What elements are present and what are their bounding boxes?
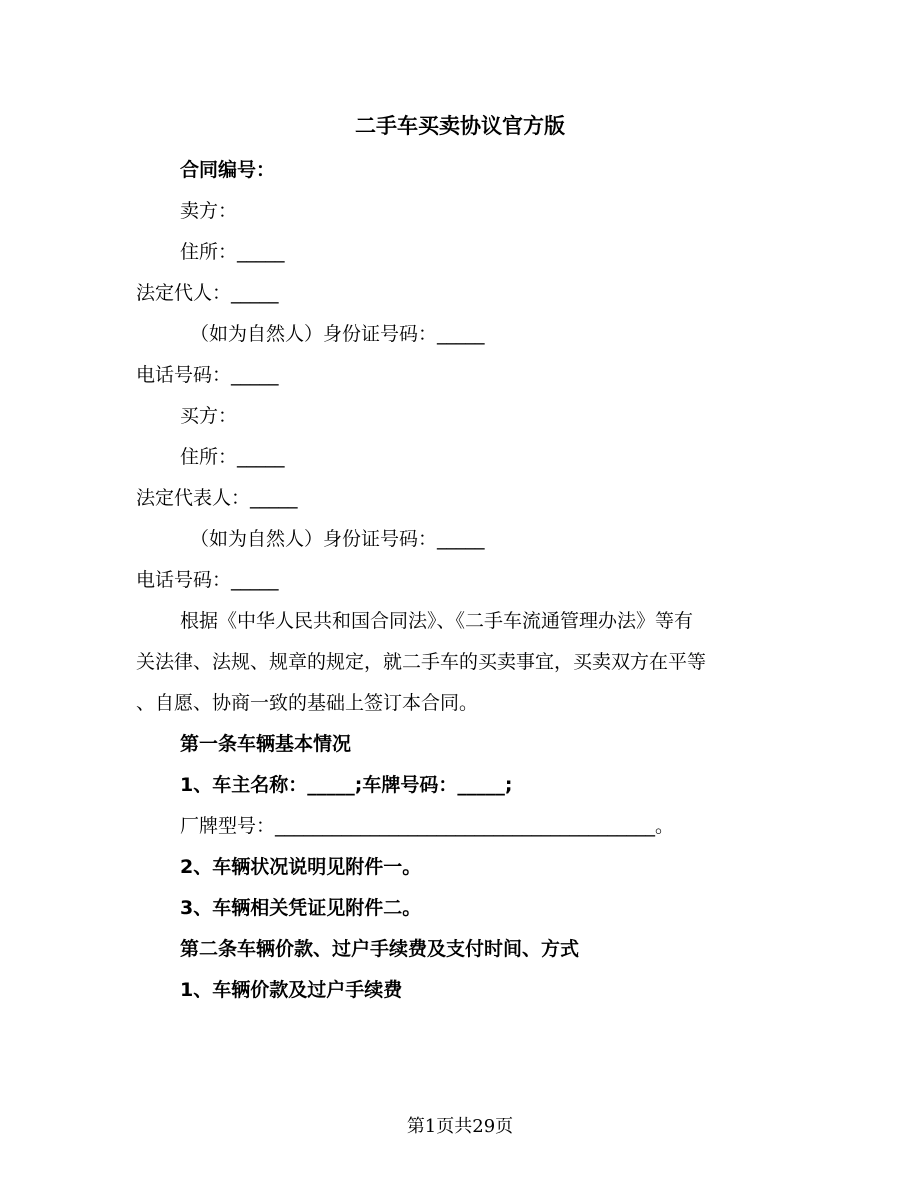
contract-number: 合同编号： (180, 159, 276, 181)
buyer-legal-rep: 法定代表人：_____ (136, 487, 298, 509)
article-1-brand-model: 厂牌型号：________________________________________。 (180, 815, 675, 837)
seller-legal-rep: 法定代人：_____ (136, 282, 279, 304)
document-title: 二手车买卖协议官方版 (355, 114, 565, 138)
preamble-line-3: 、自愿、协商一致的基础上签订本合同。 (136, 692, 479, 714)
buyer-label: 买方： (180, 405, 238, 427)
page-footer: 第1页共29页 (406, 1116, 514, 1137)
preamble-line-2: 关法律、法规、规章的规定，就二手车的买卖事宜，买卖双方在平等 (136, 651, 707, 673)
article-1-item-3: 3、车辆相关凭证见附件二。 (180, 897, 422, 919)
buyer-phone: 电话号码：_____ (136, 569, 279, 591)
preamble-line-1: 根据《中华人民共和国合同法》、《二手车流通管理办法》等有 (180, 610, 694, 632)
article-1-heading: 第一条车辆基本情况 (180, 733, 352, 755)
seller-label: 卖方： (180, 200, 238, 222)
seller-address: 住所：_____ (180, 241, 285, 263)
seller-id: （如为自然人）身份证号码：_____ (190, 323, 485, 345)
seller-phone: 电话号码：_____ (136, 364, 279, 386)
article-1-item-2: 2、车辆状况说明见附件一。 (180, 856, 422, 878)
article-2-item-1: 1、车辆价款及过户手续费 (180, 979, 403, 1001)
article-2-heading: 第二条车辆价款、过户手续费及支付时间、方式 (180, 938, 580, 960)
buyer-id: （如为自然人）身份证号码：_____ (190, 528, 485, 550)
buyer-address: 住所：_____ (180, 446, 285, 468)
article-1-item-1: 1、车主名称：_____;车牌号码：_____; (180, 774, 513, 796)
